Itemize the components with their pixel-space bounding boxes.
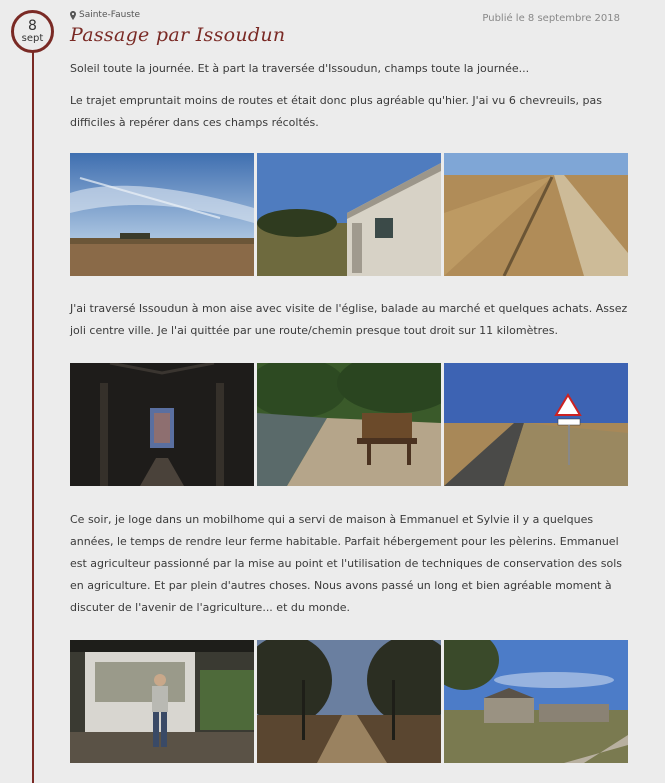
date-badge xyxy=(11,10,54,53)
photo-path-field[interactable] xyxy=(444,153,628,276)
paragraph-4: Ce soir, je loge dans un mobilhome qui a servi de maison à Emmanuel et Sylvie il y a quelques années, le temps de rendre leur ferme habitable. Parfait hébergement pour les pèlerins. Emmanuel est agriculteur passionné par la mise au point et l'utilisation de techniques de conservation des sols en agriculture. Et par plein d'autres choses. Nous avons passé un long et bien agréable moment à discuter de l'avenir de l'agriculture... et du monde. xyxy=(70,513,623,614)
timeline-line xyxy=(32,50,34,783)
map-pin-icon xyxy=(70,11,76,20)
photo-gallery-3 xyxy=(70,640,628,763)
published-date: Publié le 8 septembre 2018 xyxy=(482,13,620,24)
post-location[interactable] xyxy=(70,10,140,20)
photo-mobilhome-man[interactable] xyxy=(70,640,254,763)
post-title[interactable]: Passage par Issoudun xyxy=(70,24,286,46)
photo-field-sky[interactable] xyxy=(70,153,254,276)
photo-shed[interactable] xyxy=(257,153,441,276)
photo-tree-lined-path[interactable] xyxy=(257,640,441,763)
date-day: 8 xyxy=(28,18,37,34)
photo-river-bench[interactable] xyxy=(257,363,441,486)
photo-church-interior[interactable] xyxy=(70,363,254,486)
location-label: Sainte-Fauste xyxy=(79,10,141,20)
photo-gallery-2 xyxy=(70,363,628,486)
photo-road-sign[interactable] xyxy=(444,363,628,486)
photo-farm[interactable] xyxy=(444,640,628,763)
date-month: sept xyxy=(21,33,44,44)
paragraph-2: Le trajet empruntait moins de routes et était donc plus agréable qu'hier. J'ai vu 6 chevreuils, pas difficiles à repérer dans ces champs récoltés. xyxy=(70,94,602,129)
paragraph-1: Soleil toute la journée. Et à part la traversée d'Issoudun, champs toute la journée... xyxy=(70,62,530,75)
paragraph-3: J'ai traversé Issoudun à mon aise avec visite de l'église, balade au marché et quelques achats. Assez joli centre ville. Je l'ai quittée par une route/chemin presque tout droit sur 11 kilomètres. xyxy=(70,302,628,337)
photo-gallery-1 xyxy=(70,153,628,276)
